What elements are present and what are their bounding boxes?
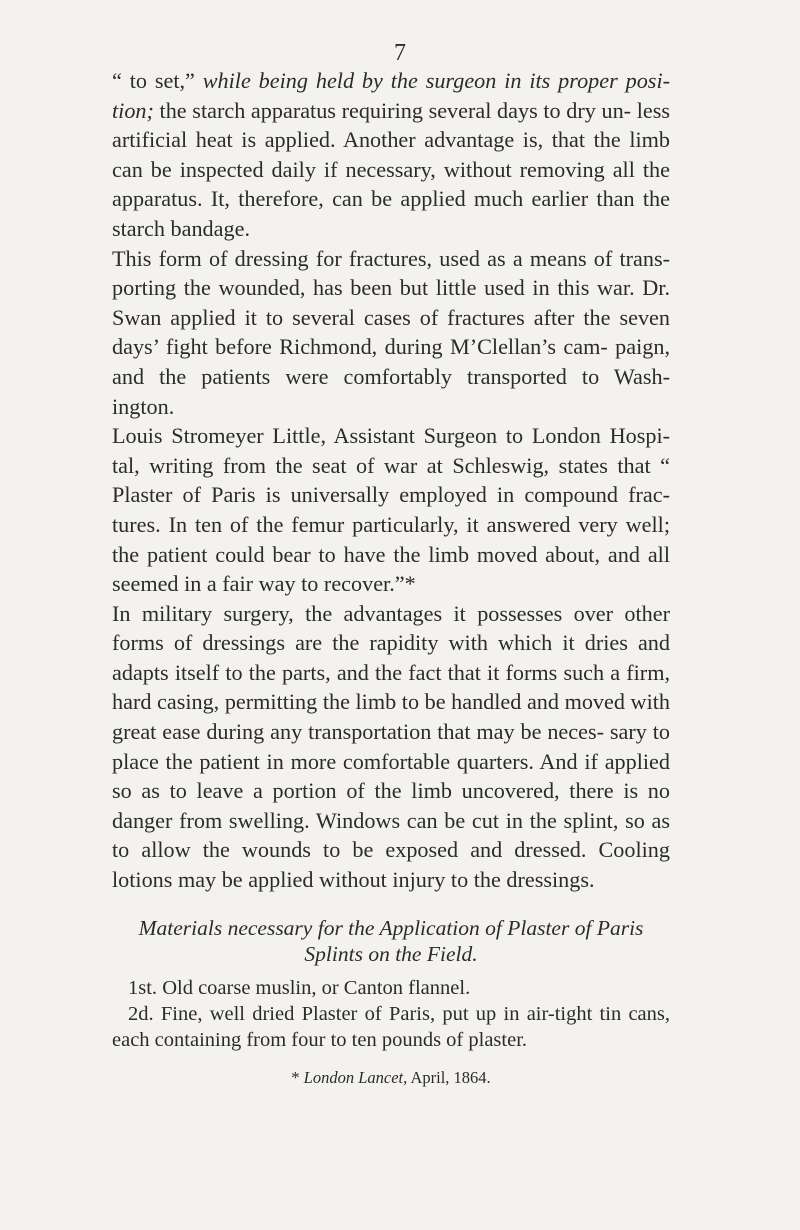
footnote-source: London Lancet, <box>303 1067 408 1087</box>
footnote-date: April, 1864. <box>407 1067 491 1087</box>
list-item-text: Old coarse muslin, or Canton flannel. <box>162 976 471 999</box>
paragraph-2: This form of dressing for fractures, used as a means of trans- porting the wounded, has been but little used in this war. Dr. Swan applied it to several cases of fractures after the seven days’ fight before Richmond, during M’Clellan’s cam- paign, and the patients were comfortably transported to Wash- ington. <box>112 245 670 419</box>
paragraph-4: In military surgery, the advantages it possesses over other forms of dressings are the rapidity with which it dries and adapts itself to the parts, and the fact that it forms such a firm, hard casing, permitting the limb to be handled and moved with great ease during any transportation that may be neces- sary to place the patient in more comfortable quarters. And if applied so as to leave a portion of the limb uncovered, there is no danger from swelling. Windows can be cut in the splint, so as to allow the wounds to be exposed and dressed. Cooling lotions may be applied without injury to the dressings. <box>112 600 670 893</box>
section-heading-line-1: Materials necessary for the Application of Plaster of Paris <box>138 915 644 940</box>
list-item-number: 2d. <box>128 1002 154 1025</box>
paragraph-1-end: the starch apparatus requiring several days to dry un- less artificial heat is applied. Another advantage is, that the limb can be inspected daily if necessary, without removing all the apparatus. It, therefore, can be applied much earlier than the starch bandage. <box>112 97 670 241</box>
list-item <box>112 1001 670 1053</box>
section-heading-line-2: Splints on the Field. <box>304 941 478 966</box>
list-item <box>112 975 670 1001</box>
body-text <box>112 66 670 1089</box>
list-item-number: 1st. <box>128 976 158 999</box>
paragraph-1-italic: while being held by the surgeon in its proper posi- tion; <box>112 68 670 123</box>
section-heading <box>112 915 670 967</box>
paragraph-1 <box>112 66 670 244</box>
page-number: 7 <box>394 40 406 66</box>
footnote-marker: * <box>291 1067 304 1087</box>
paragraph-1-start: “ to set,” <box>112 68 203 93</box>
paragraph-3: Louis Stromeyer Little, Assistant Surgeon to London Hospi- tal, writing from the seat of war at Schleswig, states that “ Plaster of Paris is universally employed in compound frac- tures. In ten of the femur particularly, it answered very well; the patient could bear to have the limb moved about, and all seemed in a fair way to recover.”* <box>112 423 670 597</box>
footnote <box>112 1067 670 1089</box>
list-item-text: Fine, well dried Plaster of Paris, put up in air-tight tin cans, each containing from four to ten pounds of plaster. <box>112 1002 670 1051</box>
